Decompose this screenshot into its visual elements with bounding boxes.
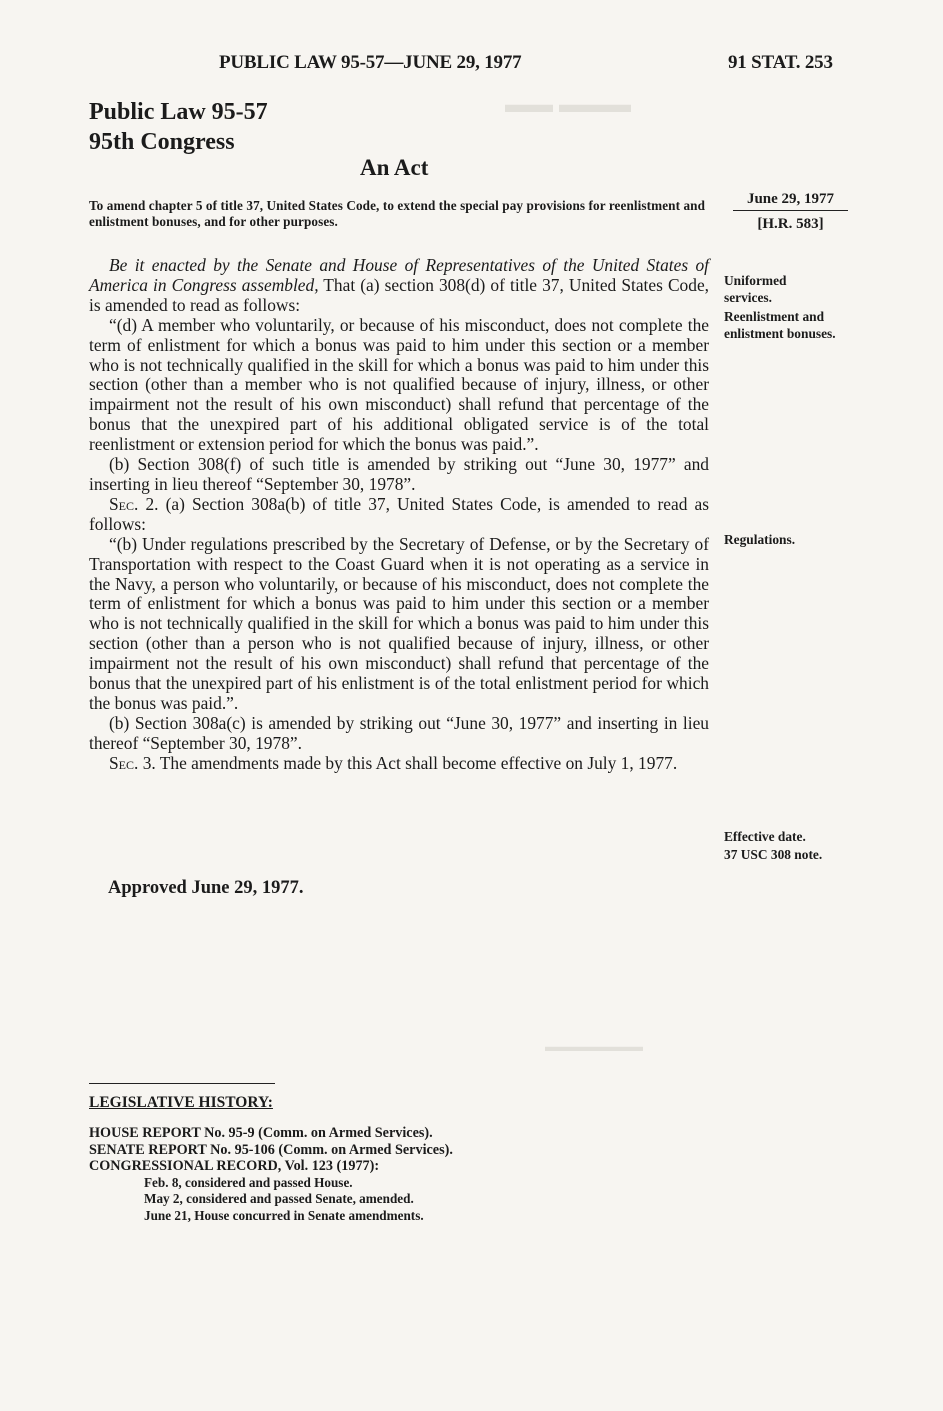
statute-page-number: 91 STAT. 253 xyxy=(728,52,833,73)
margin-note-effective-date: Effective date. xyxy=(724,829,806,844)
section-3-text: The amendments made by this Act shall become effective on July 1, 1977. xyxy=(155,752,678,773)
section-2-label: Sec. 2. xyxy=(109,493,159,514)
footnote-rule xyxy=(89,1083,275,1084)
public-law-number: Public Law 95-57 xyxy=(89,99,268,125)
margin-note-usc: 37 USC 308 note. xyxy=(724,847,823,862)
margin-note-uniformed-services: Uniformed services. xyxy=(724,273,787,305)
dateline xyxy=(733,191,848,233)
section-1a-text: That (a) section 308(d) of title 37, United States Code, is amended to read as follows: xyxy=(89,274,710,315)
section-2b-paragraph: (b) Section 308a(c) is amended by striking out “June 30, 1977” and inserting in lieu thereof “September 30, 1978”. xyxy=(89,712,709,753)
section-2a-paragraph xyxy=(89,495,709,535)
house-report: HOUSE REPORT No. 95-9 (Comm. on Armed Services). xyxy=(89,1125,433,1141)
section-3-paragraph xyxy=(89,754,709,774)
legislative-history-list xyxy=(89,1125,453,1224)
purpose-clause: To amend chapter 5 of title 37, United States Code, to extend the special pay provisions for reenlistment and enlistment bonuses, and for other purposes. xyxy=(89,198,706,229)
bleed-through-mark: ▬▬▬▬▬▬▬ xyxy=(545,1040,643,1055)
act-body xyxy=(89,256,709,774)
act-heading: An Act xyxy=(360,155,429,180)
congress-number: 95th Congress xyxy=(89,129,235,155)
enactment-date: June 29, 1977 xyxy=(733,191,848,211)
section-2a-text: (a) Section 308a(b) of title 37, United States Code, is amended to read as follows: xyxy=(89,493,709,534)
section-3-label: Sec. 3. xyxy=(109,752,156,773)
section-308ab-text: “(b) Under regulations prescribed by the Secretary of Defense, or by the Secretary of Transportation with respect to the Coast Guard when it is not operating as a service in the Navy, a person who voluntarily, or because of his misconduct, does not complete the term of enlistment for which a bonus was paid to him under this section or a member who is not technically qualified in the skill for which a bonus was paid to him under this section (other than a person who is not qualified because of injury, illness, or other impairment not the result of his own misconduct) shall refund that percentage of the bonus that the unexpired part of his enlistment is of the total enlistment period for which the bonus was paid.”. xyxy=(89,533,709,713)
history-event: Feb. 8, considered and passed House. xyxy=(144,1174,353,1190)
senate-report: SENATE REPORT No. 95-106 (Comm. on Armed Services). xyxy=(89,1141,453,1158)
section-1a-paragraph xyxy=(89,256,709,316)
margin-note-regulations: Regulations. xyxy=(724,532,796,547)
enacting-clause: Be it enacted by the Senate and House of Representatives of the United States of America in Congress assembled, xyxy=(89,255,709,295)
history-event: May 2, considered and passed Senate, amended. xyxy=(144,1191,414,1206)
congressional-record: CONGRESSIONAL RECORD, Vol. 123 (1977): xyxy=(89,1158,380,1174)
bleed-through-mark: ▬▬▬ ▬▬ xyxy=(505,92,631,118)
legislative-history-heading: LEGISLATIVE HISTORY: xyxy=(89,1094,273,1111)
law-title-block xyxy=(89,97,268,157)
bill-number: [H.R. 583] xyxy=(757,216,824,232)
section-1b-paragraph: (b) Section 308(f) of such title is amended by striking out “June 30, 1977” and inserting in lieu thereof “September 30, 1978”. xyxy=(89,454,709,494)
history-event: June 21, House concurred in Senate amendments. xyxy=(144,1207,424,1223)
running-header: PUBLIC LAW 95-57—JUNE 29, 1977 xyxy=(219,52,522,73)
approval-line: Approved June 29, 1977. xyxy=(108,878,304,898)
section-308d-text: “(d) A member who voluntarily, or because of his misconduct, does not complete the term of enlistment for which a bonus was paid to him under this section or a member who is not technically qualified in the skill for which a bonus was paid to him under this section (other than a member who is not qualified because of injury, illness, or other impairment not the result of his own misconduct) shall refund that percentage of the bonus that the unexpired part of his additional obligated service is of the total reenlistment or extension period for which the bonus was paid.”. xyxy=(89,314,709,455)
margin-note-bonuses: Reenlistment and enlistment bonuses. xyxy=(724,309,836,341)
